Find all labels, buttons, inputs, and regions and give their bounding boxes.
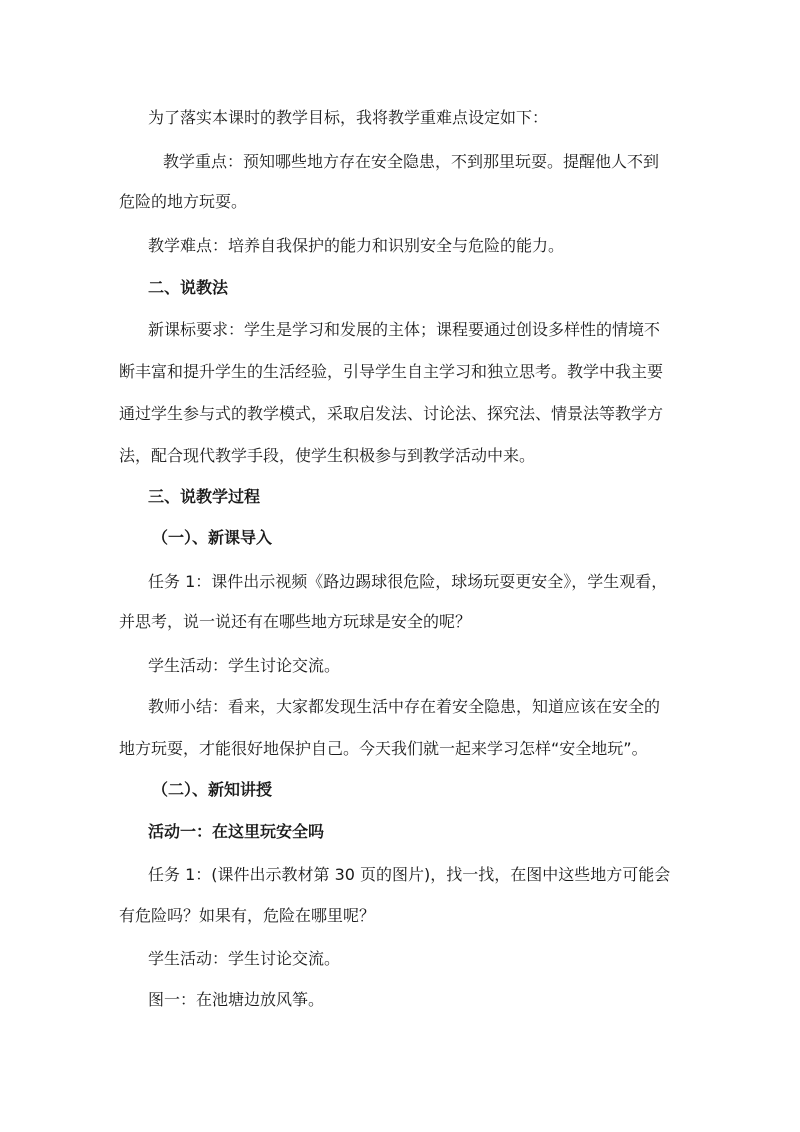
subsection-heading-new: （二）、新知讲授 bbox=[152, 780, 273, 799]
section-heading-process: 三、说教学过程 bbox=[148, 487, 261, 506]
method-line-1: 新课标要求：学生是学习和发展的主体；课程要通过创设多样性的情境不 bbox=[148, 320, 661, 339]
task2-line-2: 有危险吗？如果有，危险在哪里呢？ bbox=[119, 906, 376, 925]
activity-heading-1: 活动一：在这里玩安全吗 bbox=[148, 822, 325, 841]
subsection-heading-intro: （一）、新课导入 bbox=[152, 528, 273, 547]
teacher-summary-line-1: 教师小结：看来，大家都发现生活中存在着安全隐患，知道应该在安全的 bbox=[148, 697, 661, 716]
student-activity-1: 学生活动：学生讨论交流。 bbox=[148, 656, 341, 675]
task2-line-1: 任务 1：(课件出示教材第 30 页的图片)，找一找，在图中这些地方可能会 bbox=[148, 865, 671, 884]
key-point-line-1: 教学重点：预知哪些地方存在安全隐患，不到那里玩耍。提醒他人不到 bbox=[163, 152, 660, 171]
figure-one-caption: 图一：在池塘边放风筝。 bbox=[148, 990, 325, 1009]
task1-line-1: 任务 1：课件出示视频《路边踢球很危险，球场玩耍更安全》，学生观看， bbox=[148, 572, 668, 591]
difficulty-paragraph: 教学难点：培养自我保护的能力和识别安全与危险的能力。 bbox=[148, 236, 565, 255]
section-heading-method: 二、说教法 bbox=[148, 278, 229, 297]
intro-paragraph: 为了落实本课时的教学目标，我将教学重难点设定如下： bbox=[148, 108, 549, 127]
teacher-summary-line-2: 地方玩耍，才能很好地保护自己。今天我们就一起来学习怎样“安全地玩”。 bbox=[119, 739, 648, 758]
student-activity-2: 学生活动：学生讨论交流。 bbox=[148, 949, 341, 968]
method-line-4: 法，配合现代教学手段，使学生积极参与到教学活动中来。 bbox=[119, 446, 536, 465]
method-line-2: 断丰富和提升学生的生活经验，引导学生自主学习和独立思考。教学中我主要 bbox=[119, 362, 664, 381]
task1-line-2: 并思考，说一说还有在哪些地方玩球是安全的呢？ bbox=[119, 612, 472, 631]
method-line-3: 通过学生参与式的教学模式，采取启发法、讨论法、探究法、情景法等教学方 bbox=[119, 404, 664, 423]
key-point-line-2: 危险的地方玩耍。 bbox=[119, 192, 248, 211]
